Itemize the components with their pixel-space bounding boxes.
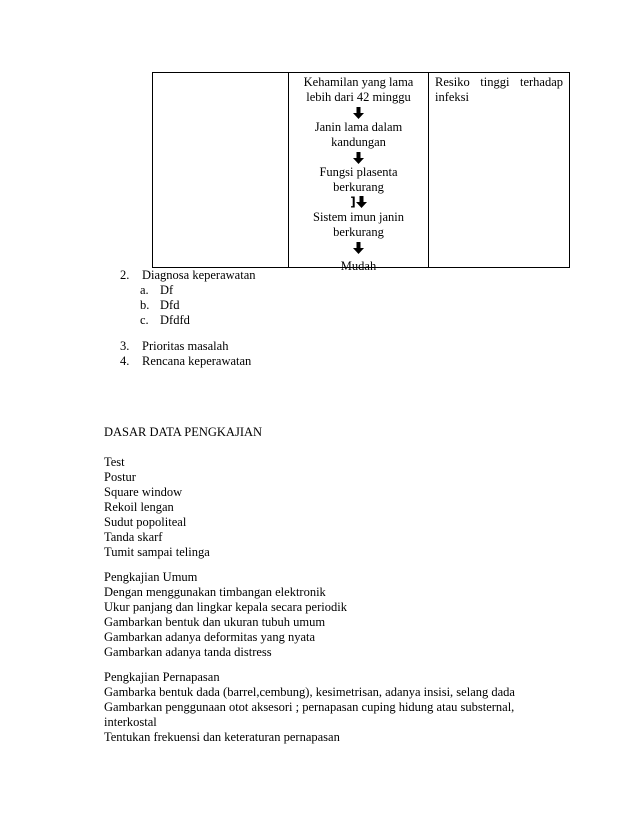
pathway-table (152, 72, 570, 273)
cause-step-3: Fungsi plasenta berkurang (319, 165, 398, 194)
stray-mark-arrow (289, 195, 428, 210)
down-arrow-icon (289, 150, 428, 165)
stray-bracket: ] (350, 195, 356, 209)
subsection-heading: Pengkajian Pernapasan (104, 670, 220, 684)
list-item (140, 283, 190, 298)
text-line: Sudut popoliteal (104, 515, 187, 529)
list-text: Dfd (160, 298, 180, 312)
list-number: c. (140, 313, 149, 327)
list-number: 2. (120, 268, 130, 282)
text-line: Square window (104, 485, 183, 499)
diagnosis-word: Resiko (435, 75, 470, 89)
numbered-list-item-2 (120, 268, 256, 283)
diagnosis-cell (429, 73, 569, 267)
list-item (140, 313, 190, 328)
list-text: Diagnosa keperawatan (142, 268, 256, 282)
list-item (120, 354, 251, 369)
down-arrow-icon (356, 196, 367, 208)
diagnosis-word: tinggi (480, 75, 510, 89)
section-title: DASAR DATA PENGKAJIAN (104, 425, 263, 439)
text-line: Tanda skarf (104, 530, 163, 544)
list-item (140, 298, 190, 313)
text-line: Gambarkan penggunaan otot aksesori ; pernapasan cuping hidung atau substernal, (104, 700, 515, 714)
list-number: 4. (120, 354, 130, 368)
down-arrow-icon (289, 105, 428, 120)
list-number: 3. (120, 339, 130, 353)
test-list (104, 455, 544, 560)
text-line: Gambarkan adanya tanda distress (104, 645, 272, 659)
text-line: Tumit sampai telinga (104, 545, 210, 559)
text-line: Postur (104, 470, 136, 484)
list-text: Prioritas masalah (142, 339, 229, 353)
text-line: Gambarkan bentuk dan ukuran tubuh umum (104, 615, 326, 629)
sub-list (140, 283, 190, 328)
list-number: b. (140, 298, 150, 312)
text-line: Dengan menggunakan timbangan elektronik (104, 585, 326, 599)
list-text: Df (160, 283, 174, 297)
subsection-heading: Pengkajian Umum (104, 570, 198, 584)
pengkajian-pernapasan (104, 670, 544, 745)
diagnosis-line-2: infeksi (435, 90, 470, 104)
table-empty-cell (153, 73, 289, 267)
numbered-list-items-3-4 (120, 339, 251, 369)
list-text: Dfdfd (160, 313, 190, 327)
text-line: Test (104, 455, 125, 469)
diagnosis-word: terhadap (519, 75, 563, 89)
text-line: Rekoil lengan (104, 500, 174, 514)
cause-step-5: Mudah (340, 259, 377, 273)
down-arrow-icon (289, 240, 428, 255)
text-line: Ukur panjang dan lingkar kepala secara periodik (104, 600, 347, 614)
pengkajian-umum (104, 570, 544, 660)
cause-step-2: Janin lama dalam kandungan (314, 120, 403, 149)
list-item (120, 339, 251, 354)
list-text: Rencana keperawatan (142, 354, 252, 368)
cause-pathway-cell (289, 73, 429, 273)
list-number: a. (140, 283, 149, 297)
cause-step-4: Sistem imun janin berkurang (313, 210, 404, 239)
diagnosis-line-1 (435, 75, 563, 90)
text-line: Gambarka bentuk dada (barrel,cembung), kesimetrisan, adanya insisi, selang dada (104, 685, 515, 699)
cause-step-1: Kehamilan yang lama lebih dari 42 minggu (303, 75, 414, 104)
text-line: interkostal (104, 715, 157, 729)
text-line: Gambarkan adanya deformitas yang nyata (104, 630, 316, 644)
text-line: Tentukan frekuensi dan keteraturan pernapasan (104, 730, 340, 744)
